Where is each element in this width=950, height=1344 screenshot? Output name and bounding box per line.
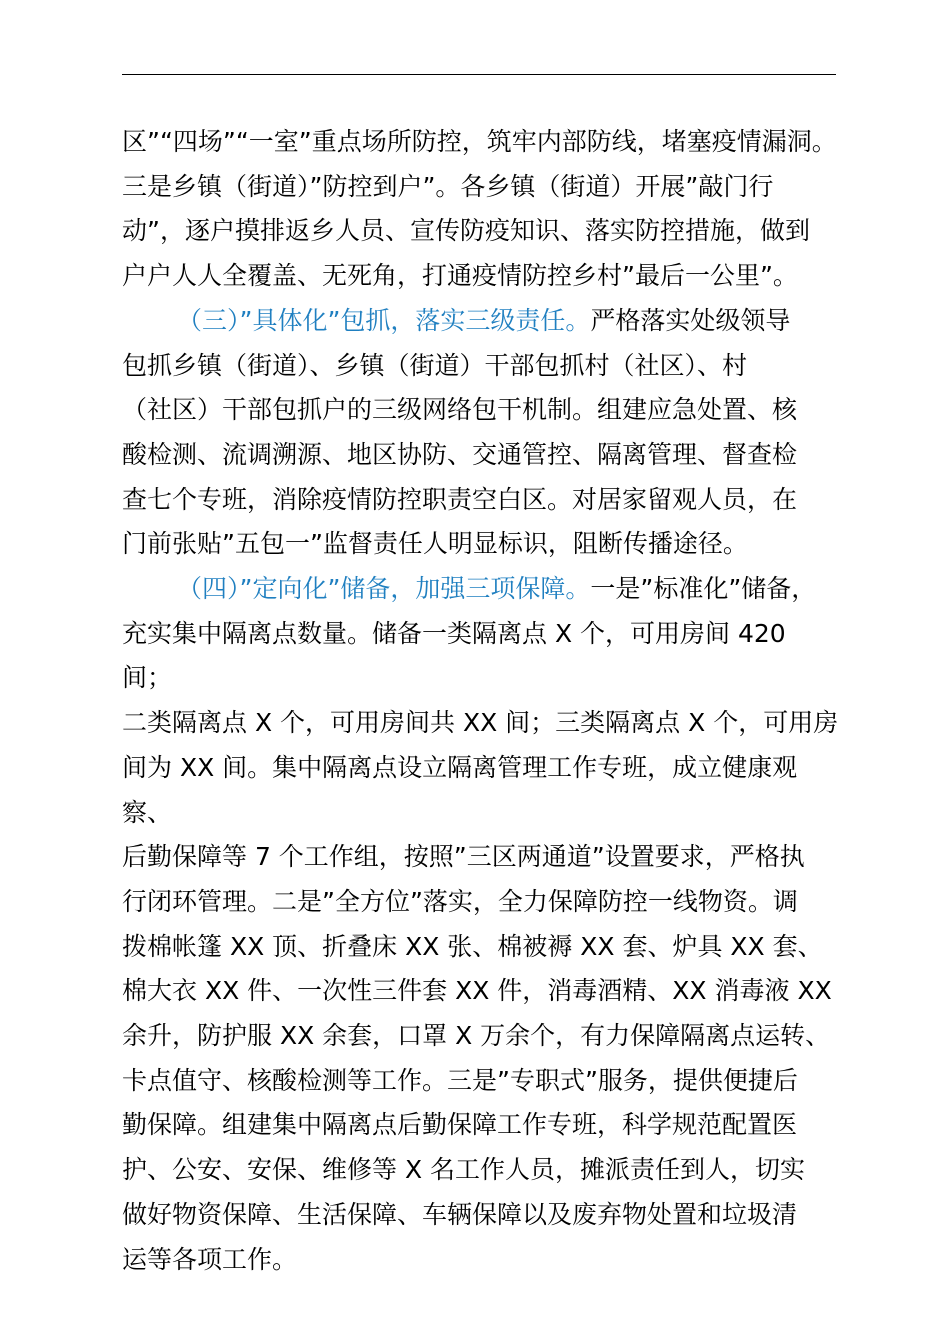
body-line: 包抓乡镇（街道）、乡镇（街道）干部包抓村（社区）、村 (122, 350, 748, 380)
body-line: 行闭环管理。二是”全方位”落实，全力保障防控一线物资。调 (122, 886, 798, 916)
body-line: 拨棉帐篷 XX 顶、折叠床 XX 张、棉被褥 XX 套、炉具 XX 套、 (122, 931, 823, 961)
body-line: （社区）干部包抓户的三级网络包干机制。组建应急处置、核 (122, 395, 798, 425)
body-line: 户户人人全覆盖、无死角，打通疫情防控乡村”最后一公里”。 (122, 261, 798, 291)
body-line: 充实集中隔离点数量。储备一类隔离点 X 个，可用房间 420 间； (122, 618, 786, 693)
body-text: 一是”标准化”储备， (590, 574, 817, 604)
section-heading-3: （三）”具体化”包抓，落实三级责任。 (177, 305, 591, 335)
body-line: 做好物资保障、生活保障、车辆保障以及废弃物处置和垃圾清 (122, 1199, 798, 1229)
body-line: 区”“四场”“一室”重点场所防控，筑牢内部防线，堵塞疫情漏洞。 (122, 127, 837, 156)
section-4-first-line (122, 567, 842, 612)
header-rule (122, 74, 836, 75)
body-line: 运等各项工作。 (122, 1244, 298, 1274)
body-line: 二类隔离点 X 个，可用房间共 XX 间；三类隔离点 X 个，可用房 (122, 708, 839, 738)
body-line: 门前张贴”五包一”监督责任人明显标识，阻断传播途径。 (122, 529, 748, 559)
body-line: 卡点值守、核酸检测等工作。三是”专职式”服务，提供便捷后 (122, 1065, 798, 1095)
body-line: 勤保障。组建集中隔离点后勤保障工作专班，科学规范配置医 (122, 1110, 798, 1140)
body-line: 间为 XX 间。集中隔离点设立隔离管理工作专班，成立健康观察、 (122, 752, 798, 827)
document-body (122, 120, 842, 1282)
section-3-first-line (122, 299, 842, 344)
section-heading-4: （四）”定向化”储备，加强三项保障。 (177, 574, 591, 604)
body-line: 查七个专班，消除疫情防控职责空白区。对居家留观人员，在 (122, 484, 798, 514)
body-line: 棉大衣 XX 件、一次性三件套 XX 件，消毒酒精、XX 消毒液 XX (122, 976, 832, 1006)
body-line: 后勤保障等 7 个工作组，按照”三区两通道”设置要求，严格执 (122, 842, 805, 872)
body-line: 动”，逐户摸排返乡人员、宣传防疫知识、落实防控措施，做到 (122, 216, 810, 246)
body-line: 三是乡镇（街道）”防控到户”。各乡镇（街道）开展”敲门行 (122, 171, 774, 201)
body-text: 严格落实处级领导 (590, 305, 791, 335)
body-line: 余升，防护服 XX 余套，口罩 X 万余个，有力保障隔离点运转、 (122, 1021, 831, 1051)
body-line: 酸检测、流调溯源、地区协防、交通管控、隔离管理、督查检 (122, 439, 798, 469)
body-line: 护、公安、安保、维修等 X 名工作人员，摊派责任到人，切实 (122, 1155, 806, 1185)
